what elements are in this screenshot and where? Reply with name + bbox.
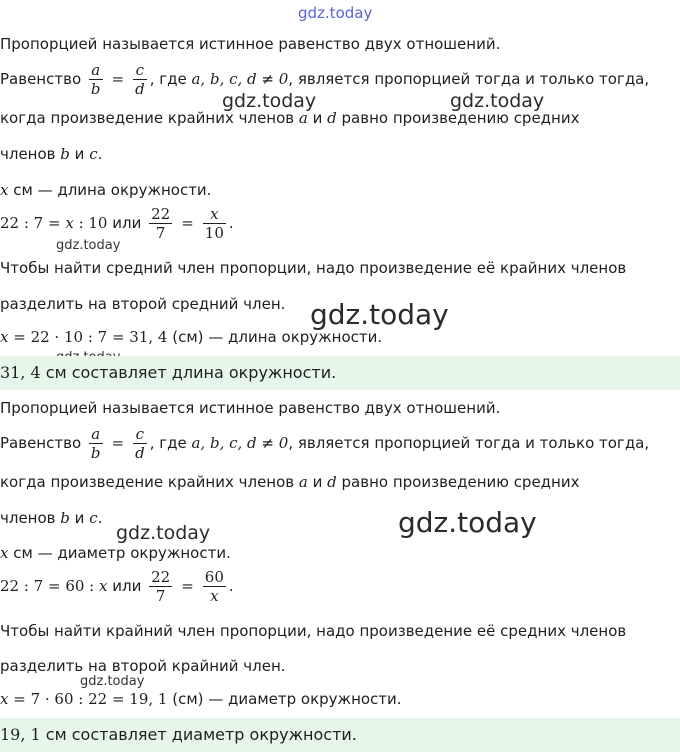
cond-suffix: , является пропорцией тогда и только тогда, [288,70,650,88]
rule-suffix: равно произведению средних [336,109,580,127]
frac-numerator: 22 [151,205,171,223]
watermark: gdz.today [80,674,145,689]
math-x: x [0,690,9,708]
watermark-top: gdz.today [298,4,373,22]
math-a: a [298,109,308,127]
members-and: и [69,145,90,163]
prop-lhs: 22 : 7 = [0,214,66,232]
math-x: x [99,577,108,595]
prop-or: или [107,577,147,595]
rule-and: и [307,109,328,127]
frac-denominator: 10 [204,224,224,242]
rule-and: и [307,473,328,491]
proportion-equation: 22 : 7 = 60 : x или $\frac{22}{7}$ = $\frac{60}{x}$ . [0,568,234,605]
fraction-a-b [89,61,103,98]
rule-suffix: равно произведению средних [336,473,580,491]
rule2-line2: разделить на второй средний член. [0,295,286,313]
frac-denominator: 7 [155,224,166,242]
variable-line [0,543,231,563]
math-c: c [89,509,98,527]
calc-expression: = 7 · 60 : 22 = 19, 1 [8,690,168,708]
math-x: x [0,181,9,199]
frac-numerator: a [89,425,103,444]
calc-expression: = 22 · 10 : 7 = 31, 4 [8,328,168,346]
cond-where: , где [149,434,192,452]
fraction-22-7 [149,568,172,605]
math-a: a [298,473,308,491]
answer-text: см составляет длина окружности. [40,363,337,382]
cond-math: a, b, c, d ≠ 0 [191,434,289,452]
answer-box [0,718,680,752]
watermark: gdz.today [56,238,121,253]
answer-box [0,356,680,390]
math-b: b [60,509,70,527]
calculation-line [0,689,402,709]
cond-suffix: , является пропорцией тогда и только тогда, [288,434,650,452]
calc-unit: (см) — длина окружности. [167,328,383,346]
calculation-line [0,327,382,347]
rule2-line1: Чтобы найти крайний член пропорции, надо произведение её средних членов [0,622,627,640]
watermark: gdz.today [310,298,449,331]
watermark: gdz.today [222,90,317,112]
watermark: gdz.today [398,506,537,539]
prop-or: или [107,214,147,232]
frac-numerator: a [89,61,103,80]
rule-line [0,472,580,492]
prop-rhs: : 10 [73,214,108,232]
frac-numerator: c [133,61,147,80]
members-line [0,508,102,528]
definition-text: Пропорцией называется истинное равенство двух отношений. [0,399,501,417]
math-d: d [327,109,337,127]
eq-prefix: Равенство [0,70,86,88]
math-x: x [0,328,9,346]
eq-prefix: Равенство [0,434,86,452]
frac-denominator: d [135,444,145,462]
answer-number: 19, 1 [0,725,41,744]
fraction-c-d [133,425,147,462]
prop-dot: . [228,214,234,232]
frac-denominator: d [135,80,145,98]
proportion-equation: 22 : 7 = x : 10 или $\frac{22}{7}$ = $\frac{x}{10}$ . [0,205,234,242]
watermark: gdz.today [450,90,545,112]
prop-dot: . [228,577,234,595]
members-dot: . [97,509,103,527]
math-x: x [0,544,9,562]
fraction-x-10 [203,205,226,242]
proportion-definition [0,60,649,98]
members-prefix: членов [0,509,61,527]
cond-where: , где [149,70,192,88]
fraction-22-7 [149,205,172,242]
frac-denominator: x [210,587,219,605]
frac-numerator: 22 [151,568,171,586]
definition-text: Пропорцией называется истинное равенство двух отношений. [0,35,501,53]
frac-numerator: 60 [204,568,224,586]
cond-math: a, b, c, d ≠ 0 [191,70,289,88]
rule-prefix: когда произведение крайних членов [0,109,299,127]
answer-number: 31, 4 [0,363,41,382]
frac-denominator: b [90,444,101,462]
equals-sign: = [111,70,125,88]
math-b: b [60,145,70,163]
frac-numerator: c [133,425,147,444]
prop-lhs: 22 : 7 = 60 : [0,577,100,595]
members-prefix: членов [0,145,61,163]
fraction-c-d [133,61,147,98]
frac-denominator: b [90,80,101,98]
variable-text: см — длина окружности. [8,181,212,199]
rule-line [0,108,580,128]
rule-prefix: когда произведение крайних членов [0,473,299,491]
math-x: x [65,214,74,232]
members-and: и [69,509,90,527]
calc-unit: (см) — диаметр окружности. [167,690,402,708]
members-dot: . [97,145,103,163]
fraction-60-x [203,568,226,605]
fraction-a-b [89,425,103,462]
equals-sign: = [111,434,125,452]
frac-numerator: x [203,205,226,224]
rule2-line2: разделить на второй крайний член. [0,657,286,675]
rule2-line1: Чтобы найти средний член пропорции, надо произведение её крайних членов [0,259,627,277]
watermark: gdz.today [116,522,211,544]
answer-text: см составляет диаметр окружности. [40,725,357,744]
frac-denominator: 7 [155,587,166,605]
proportion-definition [0,424,649,462]
members-line [0,144,102,164]
variable-text: см — диаметр окружности. [8,544,231,562]
math-d: d [327,473,337,491]
variable-line [0,180,211,200]
math-c: c [89,145,98,163]
